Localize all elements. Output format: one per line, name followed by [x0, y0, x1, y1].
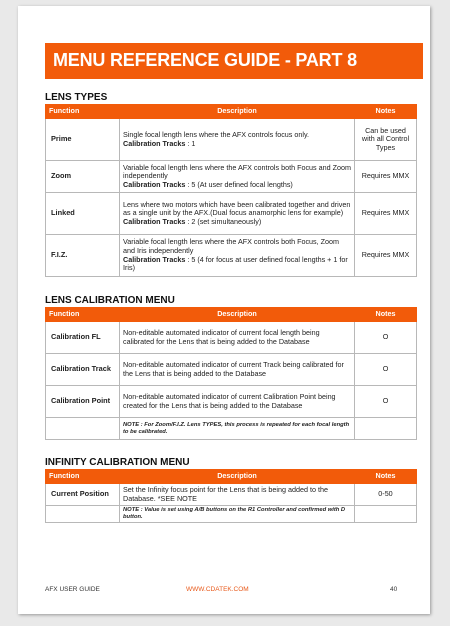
description-cell: Non-editable automated indicator of current Track being calibrated for the Lens that is being added to the Database [120, 354, 355, 386]
infinity-calibration-table [45, 469, 417, 523]
description-cell [120, 193, 355, 235]
description-text: Single focal length lens where the AFX controls focus only. [123, 129, 310, 139]
function-cell: Prime [46, 119, 120, 161]
table-row [46, 354, 417, 386]
column-header-notes: Notes [355, 105, 417, 119]
description-cell [120, 235, 355, 277]
table-row [46, 193, 417, 235]
column-header-description: Description [120, 105, 355, 119]
footer-website-link[interactable]: WWW.CDATEK.COM [186, 586, 249, 593]
calibration-value: : 5 (4 for focus at user defined focal lengths + 1 for Iris) [123, 254, 348, 273]
column-header-function: Function [46, 470, 120, 484]
calibration-value: : 5 (At user defined focal lengths) [185, 179, 293, 189]
description-cell [120, 119, 355, 161]
calibration-value: : 1 [185, 138, 196, 148]
title-banner [45, 43, 423, 79]
table-header-row [46, 105, 417, 119]
function-cell: Zoom [46, 161, 120, 193]
notes-cell: Can be used with all Control Types [355, 119, 417, 161]
function-cell: Calibration Point [46, 386, 120, 418]
column-header-notes: Notes [355, 308, 417, 322]
notes-cell: O [355, 322, 417, 354]
description-cell [120, 161, 355, 193]
table-header-row [46, 470, 417, 484]
notes-cell: O [355, 354, 417, 386]
table-row [46, 119, 417, 161]
table-row [46, 418, 417, 440]
empty-cell [355, 506, 417, 523]
lens-calibration-table [45, 307, 417, 440]
empty-cell [46, 418, 120, 440]
function-cell: Calibration FL [46, 322, 120, 354]
column-header-function: Function [46, 105, 120, 119]
column-header-description: Description [120, 470, 355, 484]
footer-guide-title: AFX USER GUIDE [45, 586, 100, 593]
calibration-label: Calibration Tracks [123, 216, 186, 226]
page-number: 40 [390, 586, 398, 593]
column-header-description: Description [120, 308, 355, 322]
calibration-label: Calibration Tracks [123, 254, 186, 264]
description-cell: Non-editable automated indicator of current Calibration Point being created for the Lens that is being added to the Database [120, 386, 355, 418]
table-row [46, 235, 417, 277]
notes-cell: O [355, 386, 417, 418]
function-cell: F.I.Z. [46, 235, 120, 277]
lens-calibration-heading: LENS CALIBRATION MENU [45, 295, 175, 306]
table-row [46, 506, 417, 523]
table-row [46, 386, 417, 418]
function-cell: Current Position [46, 484, 120, 506]
empty-cell [46, 506, 120, 523]
notes-cell: Requires MMX [355, 161, 417, 193]
calibration-label: Calibration Tracks [123, 138, 186, 148]
document-page [18, 6, 430, 614]
lens-types-table [45, 104, 417, 277]
column-header-function: Function [46, 308, 120, 322]
infinity-calibration-heading: INFINITY CALIBRATION MENU [45, 457, 190, 468]
description-text: Variable focal length lens where the AFX controls both Focus and Zoom independently [123, 162, 351, 181]
table-row [46, 161, 417, 193]
column-header-notes: Notes [355, 470, 417, 484]
description-cell: Set the Infinity focus point for the Lens that is being added to the Database. *SEE NOTE [120, 484, 355, 506]
note-cell: NOTE : Value is set using A/B buttons on the R1 Controller and confirmed with D button. [120, 506, 355, 523]
calibration-value: : 2 (set simultaneously) [185, 216, 262, 226]
page-title: MENU REFERENCE GUIDE - PART 8 [53, 50, 357, 70]
description-cell: Non-editable automated indicator of current focal length being calibrated for the Lens that is being added to the Database [120, 322, 355, 354]
description-text: Variable focal length lens where the AFX controls both Focus, Zoom and Iris independently [123, 237, 340, 255]
table-row [46, 322, 417, 354]
notes-cell: 0-50 [355, 484, 417, 506]
calibration-label: Calibration Tracks [123, 179, 186, 189]
note-cell: NOTE : For Zoom/F.I.Z. Lens TYPES, this process is repeated for each focal length to be calibrated. [120, 418, 355, 440]
function-cell: Calibration Track [46, 354, 120, 386]
notes-cell: Requires MMX [355, 235, 417, 277]
table-header-row [46, 308, 417, 322]
description-text: Lens where two motors which have been calibrated together and driven as a single unit by the AFX.(Dual focus anamorphic lens for example) [123, 199, 351, 218]
notes-cell: Requires MMX [355, 193, 417, 235]
lens-types-heading: LENS TYPES [45, 92, 108, 103]
empty-cell [355, 418, 417, 440]
function-cell: Linked [46, 193, 120, 235]
table-row [46, 484, 417, 506]
